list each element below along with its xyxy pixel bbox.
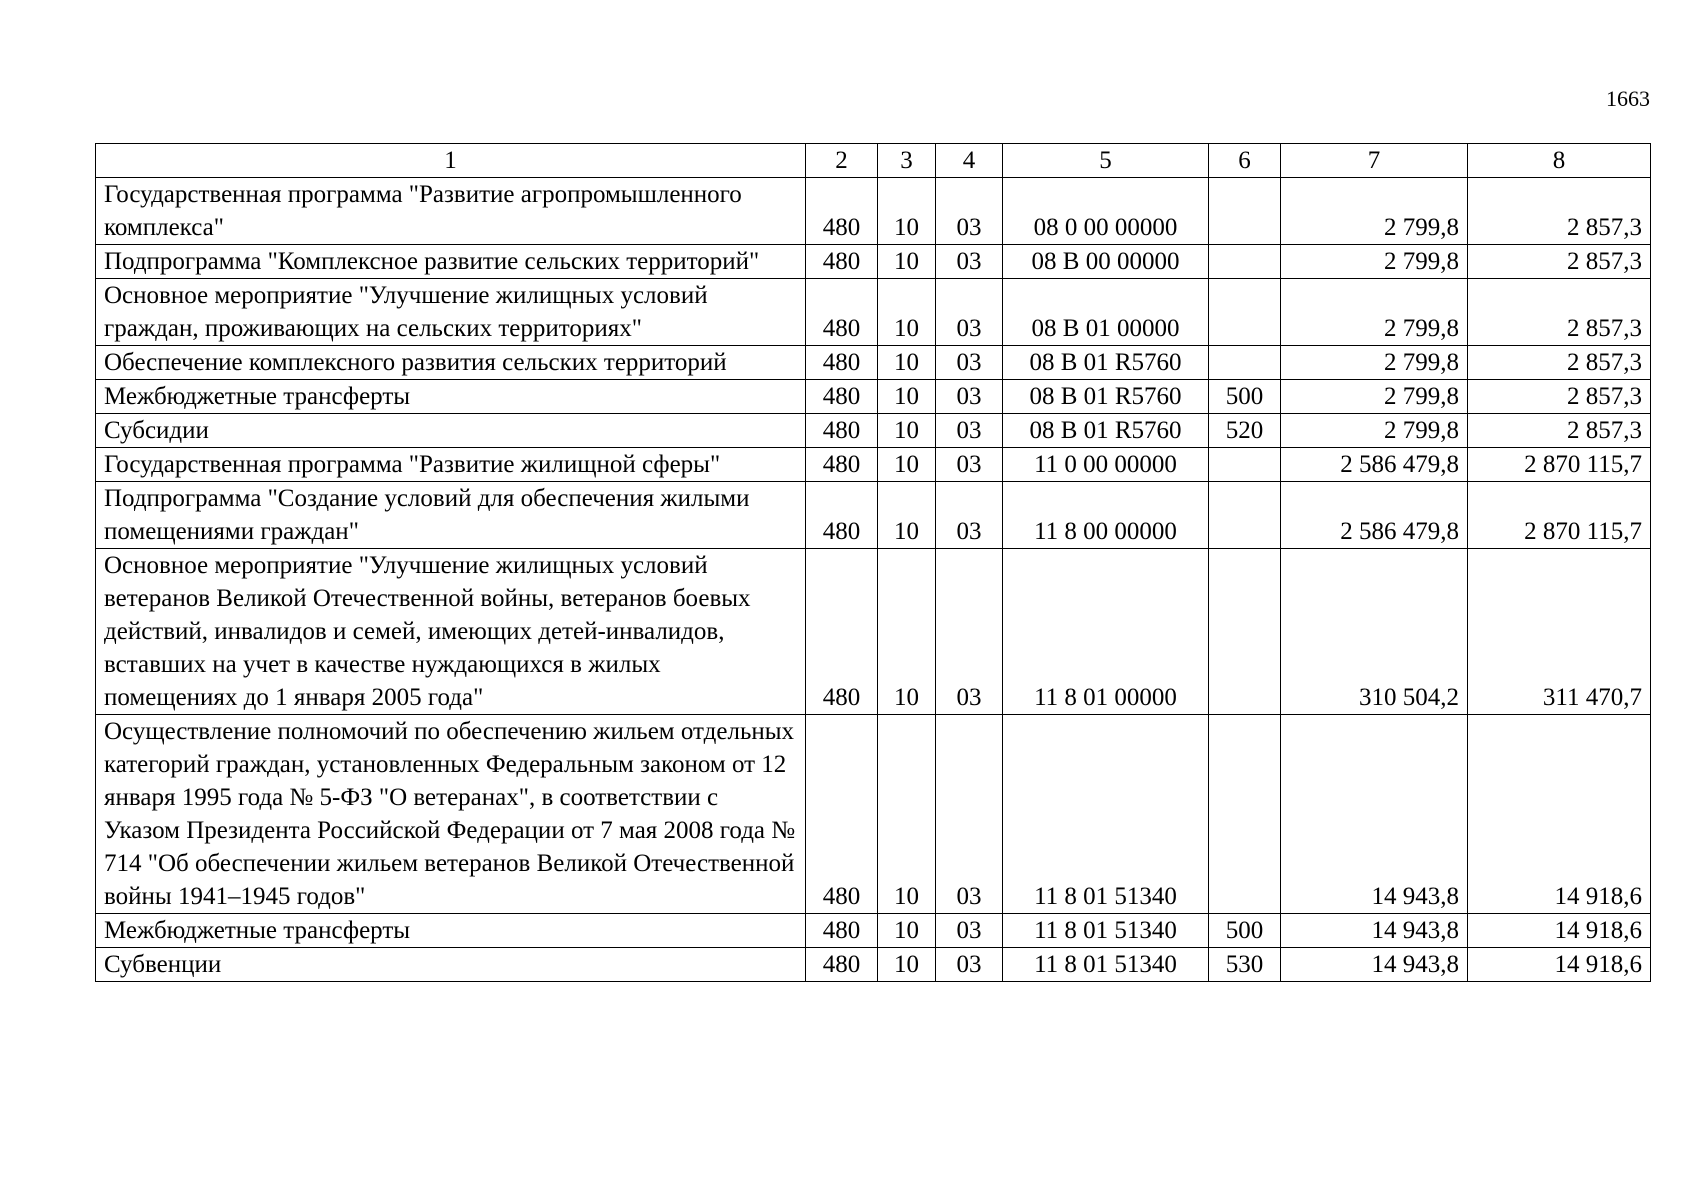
row-name: Межбюджетные трансферты	[96, 914, 806, 948]
amount-col7: 2 799,8	[1281, 346, 1468, 380]
section-code: 10	[878, 414, 936, 448]
section-code: 10	[878, 380, 936, 414]
section-code: 10	[878, 549, 936, 715]
ministry-code: 480	[806, 414, 878, 448]
section-code: 10	[878, 914, 936, 948]
table-row	[96, 178, 1651, 245]
ministry-code: 480	[806, 245, 878, 279]
amount-col8: 311 470,7	[1468, 549, 1651, 715]
page-number: 1663	[1606, 86, 1650, 111]
amount-col7: 2 799,8	[1281, 380, 1468, 414]
expense-type-code: 530	[1209, 948, 1281, 982]
table-row	[96, 549, 1651, 715]
column-number: 5	[1003, 144, 1209, 178]
expense-type-code	[1209, 549, 1281, 715]
section-code: 10	[878, 346, 936, 380]
expense-type-code: 520	[1209, 414, 1281, 448]
expense-type-code	[1209, 346, 1281, 380]
amount-col7: 2 799,8	[1281, 279, 1468, 346]
amount-col7: 2 586 479,8	[1281, 482, 1468, 549]
subsection-code: 03	[936, 346, 1003, 380]
amount-col8: 14 918,6	[1468, 948, 1651, 982]
section-code: 10	[878, 448, 936, 482]
subsection-code: 03	[936, 279, 1003, 346]
table-row	[96, 914, 1651, 948]
ministry-code: 480	[806, 914, 878, 948]
section-code: 10	[878, 245, 936, 279]
ministry-code: 480	[806, 279, 878, 346]
amount-col7: 2 586 479,8	[1281, 448, 1468, 482]
amount-col8: 14 918,6	[1468, 914, 1651, 948]
amount-col7: 2 799,8	[1281, 245, 1468, 279]
section-code: 10	[878, 948, 936, 982]
row-name: Государственная программа "Развитие жилищной сферы"	[96, 448, 806, 482]
expense-type-code	[1209, 482, 1281, 549]
target-article-code: 11 8 01 51340	[1003, 715, 1209, 914]
section-code: 10	[878, 279, 936, 346]
amount-col7: 2 799,8	[1281, 178, 1468, 245]
subsection-code: 03	[936, 482, 1003, 549]
amount-col7: 2 799,8	[1281, 414, 1468, 448]
ministry-code: 480	[806, 482, 878, 549]
section-code: 10	[878, 178, 936, 245]
section-code: 10	[878, 482, 936, 549]
target-article-code: 11 8 01 00000	[1003, 549, 1209, 715]
amount-col8: 2 870 115,7	[1468, 448, 1651, 482]
row-name: Государственная программа "Развитие агропромышленного комплекса"	[96, 178, 806, 245]
target-article-code: 08 В 01 R5760	[1003, 380, 1209, 414]
ministry-code: 480	[806, 715, 878, 914]
amount-col8: 2 857,3	[1468, 380, 1651, 414]
ministry-code: 480	[806, 346, 878, 380]
table-row	[96, 414, 1651, 448]
column-number: 2	[806, 144, 878, 178]
amount-col8: 2 857,3	[1468, 279, 1651, 346]
target-article-code: 08 В 01 00000	[1003, 279, 1209, 346]
amount-col7: 14 943,8	[1281, 914, 1468, 948]
column-number: 4	[936, 144, 1003, 178]
table-row	[96, 245, 1651, 279]
expense-type-code	[1209, 448, 1281, 482]
subsection-code: 03	[936, 178, 1003, 245]
ministry-code: 480	[806, 948, 878, 982]
column-number: 6	[1209, 144, 1281, 178]
amount-col8: 2 870 115,7	[1468, 482, 1651, 549]
target-article-code: 08 В 01 R5760	[1003, 414, 1209, 448]
table-row	[96, 448, 1651, 482]
column-number: 7	[1281, 144, 1468, 178]
row-name: Обеспечение комплексного развития сельских территорий	[96, 346, 806, 380]
table-row	[96, 380, 1651, 414]
column-number: 1	[96, 144, 806, 178]
column-number: 3	[878, 144, 936, 178]
subsection-code: 03	[936, 414, 1003, 448]
target-article-code: 11 8 01 51340	[1003, 948, 1209, 982]
target-article-code: 11 0 00 00000	[1003, 448, 1209, 482]
expense-type-code: 500	[1209, 380, 1281, 414]
expense-type-code	[1209, 178, 1281, 245]
target-article-code: 08 0 00 00000	[1003, 178, 1209, 245]
subsection-code: 03	[936, 715, 1003, 914]
target-article-code: 11 8 00 00000	[1003, 482, 1209, 549]
target-article-code: 11 8 01 51340	[1003, 914, 1209, 948]
expense-type-code	[1209, 279, 1281, 346]
amount-col8: 2 857,3	[1468, 245, 1651, 279]
expense-type-code	[1209, 715, 1281, 914]
ministry-code: 480	[806, 448, 878, 482]
amount-col7: 14 943,8	[1281, 715, 1468, 914]
subsection-code: 03	[936, 245, 1003, 279]
budget-table	[95, 143, 1651, 982]
row-name: Основное мероприятие "Улучшение жилищных условий граждан, проживающих на сельских территориях"	[96, 279, 806, 346]
column-number: 8	[1468, 144, 1651, 178]
table-row	[96, 279, 1651, 346]
ministry-code: 480	[806, 380, 878, 414]
subsection-code: 03	[936, 448, 1003, 482]
row-name: Осуществление полномочий по обеспечению жильем отдельных категорий граждан, установленных Федеральным законом от 12 января 1995 года № 5-ФЗ "О ветеранах", в соответствии с Указом Президента Российской Федерации от 7 мая 2008 года № 714 "Об обеспечении жильем ветеранов Великой Отечественной войны 1941–1945 годов"	[96, 715, 806, 914]
expense-type-code: 500	[1209, 914, 1281, 948]
amount-col8: 2 857,3	[1468, 346, 1651, 380]
amount-col8: 2 857,3	[1468, 414, 1651, 448]
row-name: Подпрограмма "Комплексное развитие сельских территорий"	[96, 245, 806, 279]
section-code: 10	[878, 715, 936, 914]
row-name: Подпрограмма "Создание условий для обеспечения жилыми помещениями граждан"	[96, 482, 806, 549]
table-row	[96, 482, 1651, 549]
amount-col8: 2 857,3	[1468, 178, 1651, 245]
subsection-code: 03	[936, 549, 1003, 715]
subsection-code: 03	[936, 914, 1003, 948]
amount-col7: 310 504,2	[1281, 549, 1468, 715]
row-name: Субсидии	[96, 414, 806, 448]
column-number-row	[96, 144, 1651, 178]
subsection-code: 03	[936, 380, 1003, 414]
ministry-code: 480	[806, 549, 878, 715]
table-row	[96, 948, 1651, 982]
amount-col8: 14 918,6	[1468, 715, 1651, 914]
row-name: Субвенции	[96, 948, 806, 982]
table-row	[96, 346, 1651, 380]
target-article-code: 08 В 01 R5760	[1003, 346, 1209, 380]
expense-type-code	[1209, 245, 1281, 279]
row-name: Основное мероприятие "Улучшение жилищных условий ветеранов Великой Отечественной войны, ветеранов боевых действий, инвалидов и семей, имеющих детей-инвалидов, вставших на учет в качестве нуждающихся в жилых помещениях до 1 января 2005 года"	[96, 549, 806, 715]
target-article-code: 08 В 00 00000	[1003, 245, 1209, 279]
table-row	[96, 715, 1651, 914]
row-name: Межбюджетные трансферты	[96, 380, 806, 414]
amount-col7: 14 943,8	[1281, 948, 1468, 982]
ministry-code: 480	[806, 178, 878, 245]
subsection-code: 03	[936, 948, 1003, 982]
